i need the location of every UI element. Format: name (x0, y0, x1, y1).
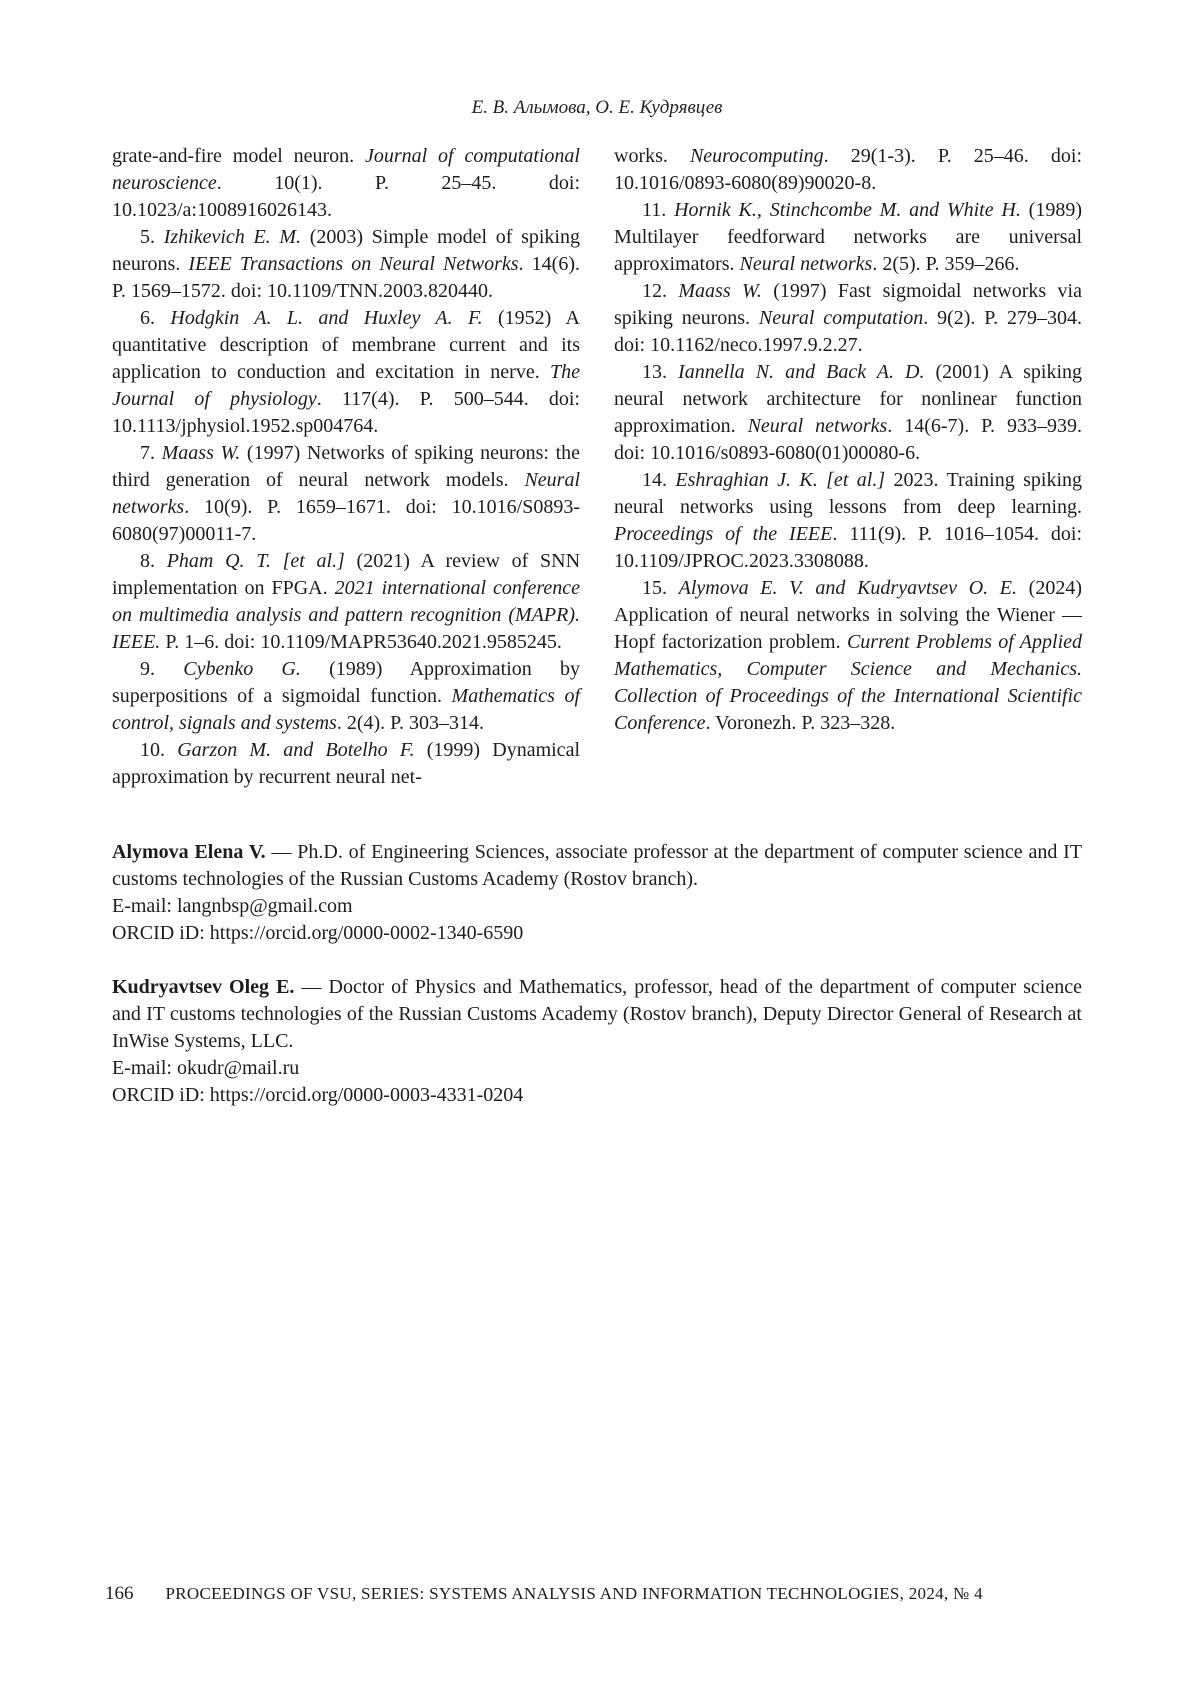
journal-title-line: PROCEEDINGS OF VSU, SERIES: SYSTEMS ANALYSIS AND INFORMATION TECHNOLOGIES, 2024, № 4 (165, 1584, 983, 1603)
author-bio-kudryavtsev (112, 974, 1082, 1109)
bio-email-line: E-mail: okudr@mail.ru (112, 1056, 300, 1079)
references-column-left (112, 143, 580, 791)
reference-item: works. Neurocomputing. 29(1-3). P. 25–46. doi: 10.1016/0893-6080(89)90020-8. (614, 144, 1082, 194)
page-number: 166 (105, 1583, 134, 1604)
bio-orcid-line: ORCID iD: https://orcid.org/0000-0002-1340-6590 (112, 921, 524, 944)
bio-paragraph (112, 839, 1082, 893)
page-footer (105, 1583, 1082, 1605)
bio-description: — Doctor of Physics and Mathematics, professor, head of the department of computer science and IT customs technologies of the Russian Customs Academy (Rostov branch), Deputy Director General of Research at InWise Systems, LLC. (112, 975, 1082, 1052)
reference-item: 5. Izhikevich E. M. (2003) Simple model of spiking neurons. IEEE Transactions on Neural Networks. 14(6). P. 1569–1572. doi: 10.1109/TNN.2003.820440. (112, 225, 580, 302)
reference-item: grate-and-fire model neuron. Journal of computational neuroscience. 10(1). P. 25–45. doi: 10.1023/a:1008916026143. (112, 144, 580, 221)
reference-item: 15. Alymova E. V. and Kudryavtsev O. E. (2024) Application of neural networks in solving the Wiener — Hopf factorization problem. Current Problems of Applied Mathematics, Computer Science and Mechanics. Collection of Proceedings of the International Scientific Conference. Voronezh. P. 323–328. (614, 576, 1083, 734)
running-head-authors: Е. В. Алымова, О. Е. Кудрявцев (471, 97, 723, 118)
reference-item: 9. Cybenko G. (1989) Approximation by superpositions of a sigmoidal function. Mathematics of control, signals and systems. 2(4). P. 303–314. (112, 657, 580, 734)
bio-author-name: Kudryavtsev Oleg E. (112, 975, 295, 998)
bio-orcid-line: ORCID iD: https://orcid.org/0000-0003-4331-0204 (112, 1083, 524, 1106)
references-columns (112, 143, 1082, 791)
author-bio-alymova (112, 839, 1082, 947)
bio-email-line: E-mail: langnbsp@gmail.com (112, 894, 353, 917)
references-column-right (614, 143, 1082, 791)
reference-item: 12. Maass W. (1997) Fast sigmoidal networks via spiking neurons. Neural computation. 9(2). P. 279–304. doi: 10.1162/neco.1997.9.2.27. (614, 279, 1083, 356)
reference-item: 6. Hodgkin A. L. and Huxley A. F. (1952) A quantitative description of membrane current and its application to conduction and excitation in nerve. The Journal of physiology. 117(4). P. 500–544. doi: 10.1113/jphysiol.1952.sp004764. (112, 306, 580, 437)
author-bios (112, 839, 1082, 1109)
reference-item: 13. Iannella N. and Back A. D. (2001) A spiking neural network architecture for nonlinear function approximation. Neural networks. 14(6-7). P. 933–939. doi: 10.1016/s0893-6080(01)00080-6. (614, 360, 1082, 464)
reference-item: 10. Garzon M. and Botelho F. (1999) Dynamical approximation by recurrent neural net- (112, 738, 580, 788)
reference-item: 8. Pham Q. T. [et al.] (2021) A review of SNN implementation on FPGA. 2021 international conference on multimedia analysis and pattern recognition (MAPR). IEEE. P. 1–6. doi: 10.1109/MAPR53640.2021.9585245. (112, 549, 581, 653)
reference-item: 7. Maass W. (1997) Networks of spiking neurons: the third generation of neural network models. Neural networks. 10(9). P. 1659–1671. doi: 10.1016/S0893-6080(97)00011-7. (112, 441, 581, 545)
bio-paragraph (112, 974, 1082, 1055)
bio-description: — Ph.D. of Engineering Sciences, associate professor at the department of computer science and IT customs technologies of the Russian Customs Academy (Rostov branch). (112, 840, 1083, 890)
reference-item: 14. Eshraghian J. K. [et al.] 2023. Training spiking neural networks using lessons from deep learning. Proceedings of the IEEE. 111(9). P. 1016–1054. doi: 10.1109/JPROC.2023.3308088. (614, 468, 1083, 572)
reference-item: 11. Hornik K., Stinchcombe M. and White H. (1989) Multilayer feedforward networks are universal approximators. Neural networks. 2(5). P. 359–266. (614, 198, 1082, 275)
bio-author-name: Alymova Elena V. (112, 840, 266, 863)
